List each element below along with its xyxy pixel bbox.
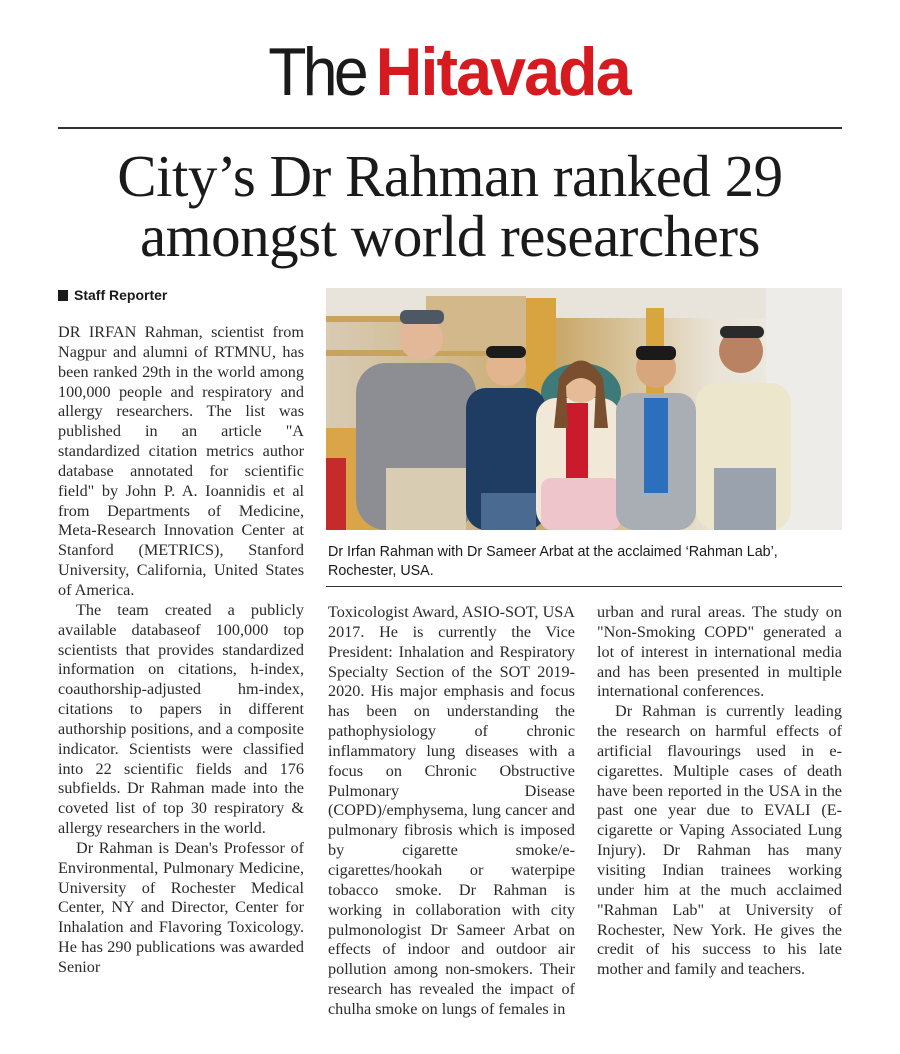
paragraph: Dr Rahman is currently leading the research on harmful effects of artificial flavourings used in e-cigarettes. Multiple cases of death have been reported in the USA in the past one year due to EVALI (E-cigarette or Vaping Associated Lung Injury). Dr Rahman has many visiting Indian trainees working under him at the much acclaimed "Rahman Lab" at University of Rochester, New York. He gives the credit of his success to his late mother and family and teachers. xyxy=(597,702,842,979)
paragraph: The team created a publicly available databaseof 100,000 top scientists that provides standardized information on citations, h-index, coauthorship-adjusted hm-index, citations to papers in different authorship positions, and a composite indicator. Scientists were classified into 22 scientific fields and 176 subfields. Dr Rahman made into the coveted list of top 30 respiratory & allergy researchers in the world. xyxy=(58,600,304,838)
paragraph: urban and rural areas. The study on "Non-Smoking COPD" generated a lot of interest in international media and has been presented in multiple international conferences. xyxy=(597,603,842,701)
headline-line-2: amongst world researchers xyxy=(140,203,760,269)
masthead-name: Hitavada xyxy=(375,34,630,110)
article-column-1 xyxy=(58,323,304,978)
masthead-divider xyxy=(58,127,842,129)
article-column-2 xyxy=(328,603,575,1020)
photo-group-icon xyxy=(326,288,842,530)
paragraph: DR IRFAN Rahman, scientist from Nagpur and alumni of RTMNU, has been ranked 29th in the world among 100,000 people and respiratory and allergy researchers. The list was published in an article "A standardized citation metrics author database annotated for scientific field" by John P. A. Ioannidis et al from Departments of Medicine, Meta-Research Innovation Center at Stanford (METRICS), Stanford University, California, United States of America. xyxy=(58,323,304,599)
paragraph: Toxicologist Award, ASIO-SOT, USA 2017. He is currently the Vice President: Inhalation and Respiratory Specialty Section of the SOT 2019-2020. His major emphasis and focus has been on understanding the pathophysiology of chronic inflammatory lung diseases with a focus on Chronic Obstructive Pulmonary Disease (COPD)/emphysema, lung cancer and pulmonary fibrosis which is imposed by cigarette smoke/e-cigarettes/hookah or waterpipe tobacco smoke. Dr Rahman is working in collaboration with city pulmonologist Dr Sameer Arbat on effects of indoor and outdoor air pollution among non-smokers. Their research has revealed the impact of chulha smoke on lungs of females in xyxy=(328,603,575,1018)
headline-line-1: City’s Dr Rahman ranked 29 xyxy=(117,143,783,209)
article-photo xyxy=(326,288,842,530)
photo-caption: Dr Irfan Rahman with Dr Sameer Arbat at the acclaimed ‘Rahman Lab’, Rochester, USA. xyxy=(328,544,778,579)
square-bullet-icon xyxy=(58,290,68,301)
masthead-the: The xyxy=(267,34,365,110)
byline xyxy=(58,287,167,303)
article-headline xyxy=(40,143,860,269)
masthead-logo xyxy=(0,34,900,110)
article-column-3 xyxy=(597,603,842,980)
paragraph: Dr Rahman is Dean's Professor of Environmental, Pulmonary Medicine, University of Rochester Medical Center, NY and Director, Center for Inhalation and Flavoring Toxicology. He has 290 publications was awarded Senior xyxy=(58,838,304,976)
byline-text: Staff Reporter xyxy=(74,287,168,303)
caption-divider xyxy=(326,586,842,587)
